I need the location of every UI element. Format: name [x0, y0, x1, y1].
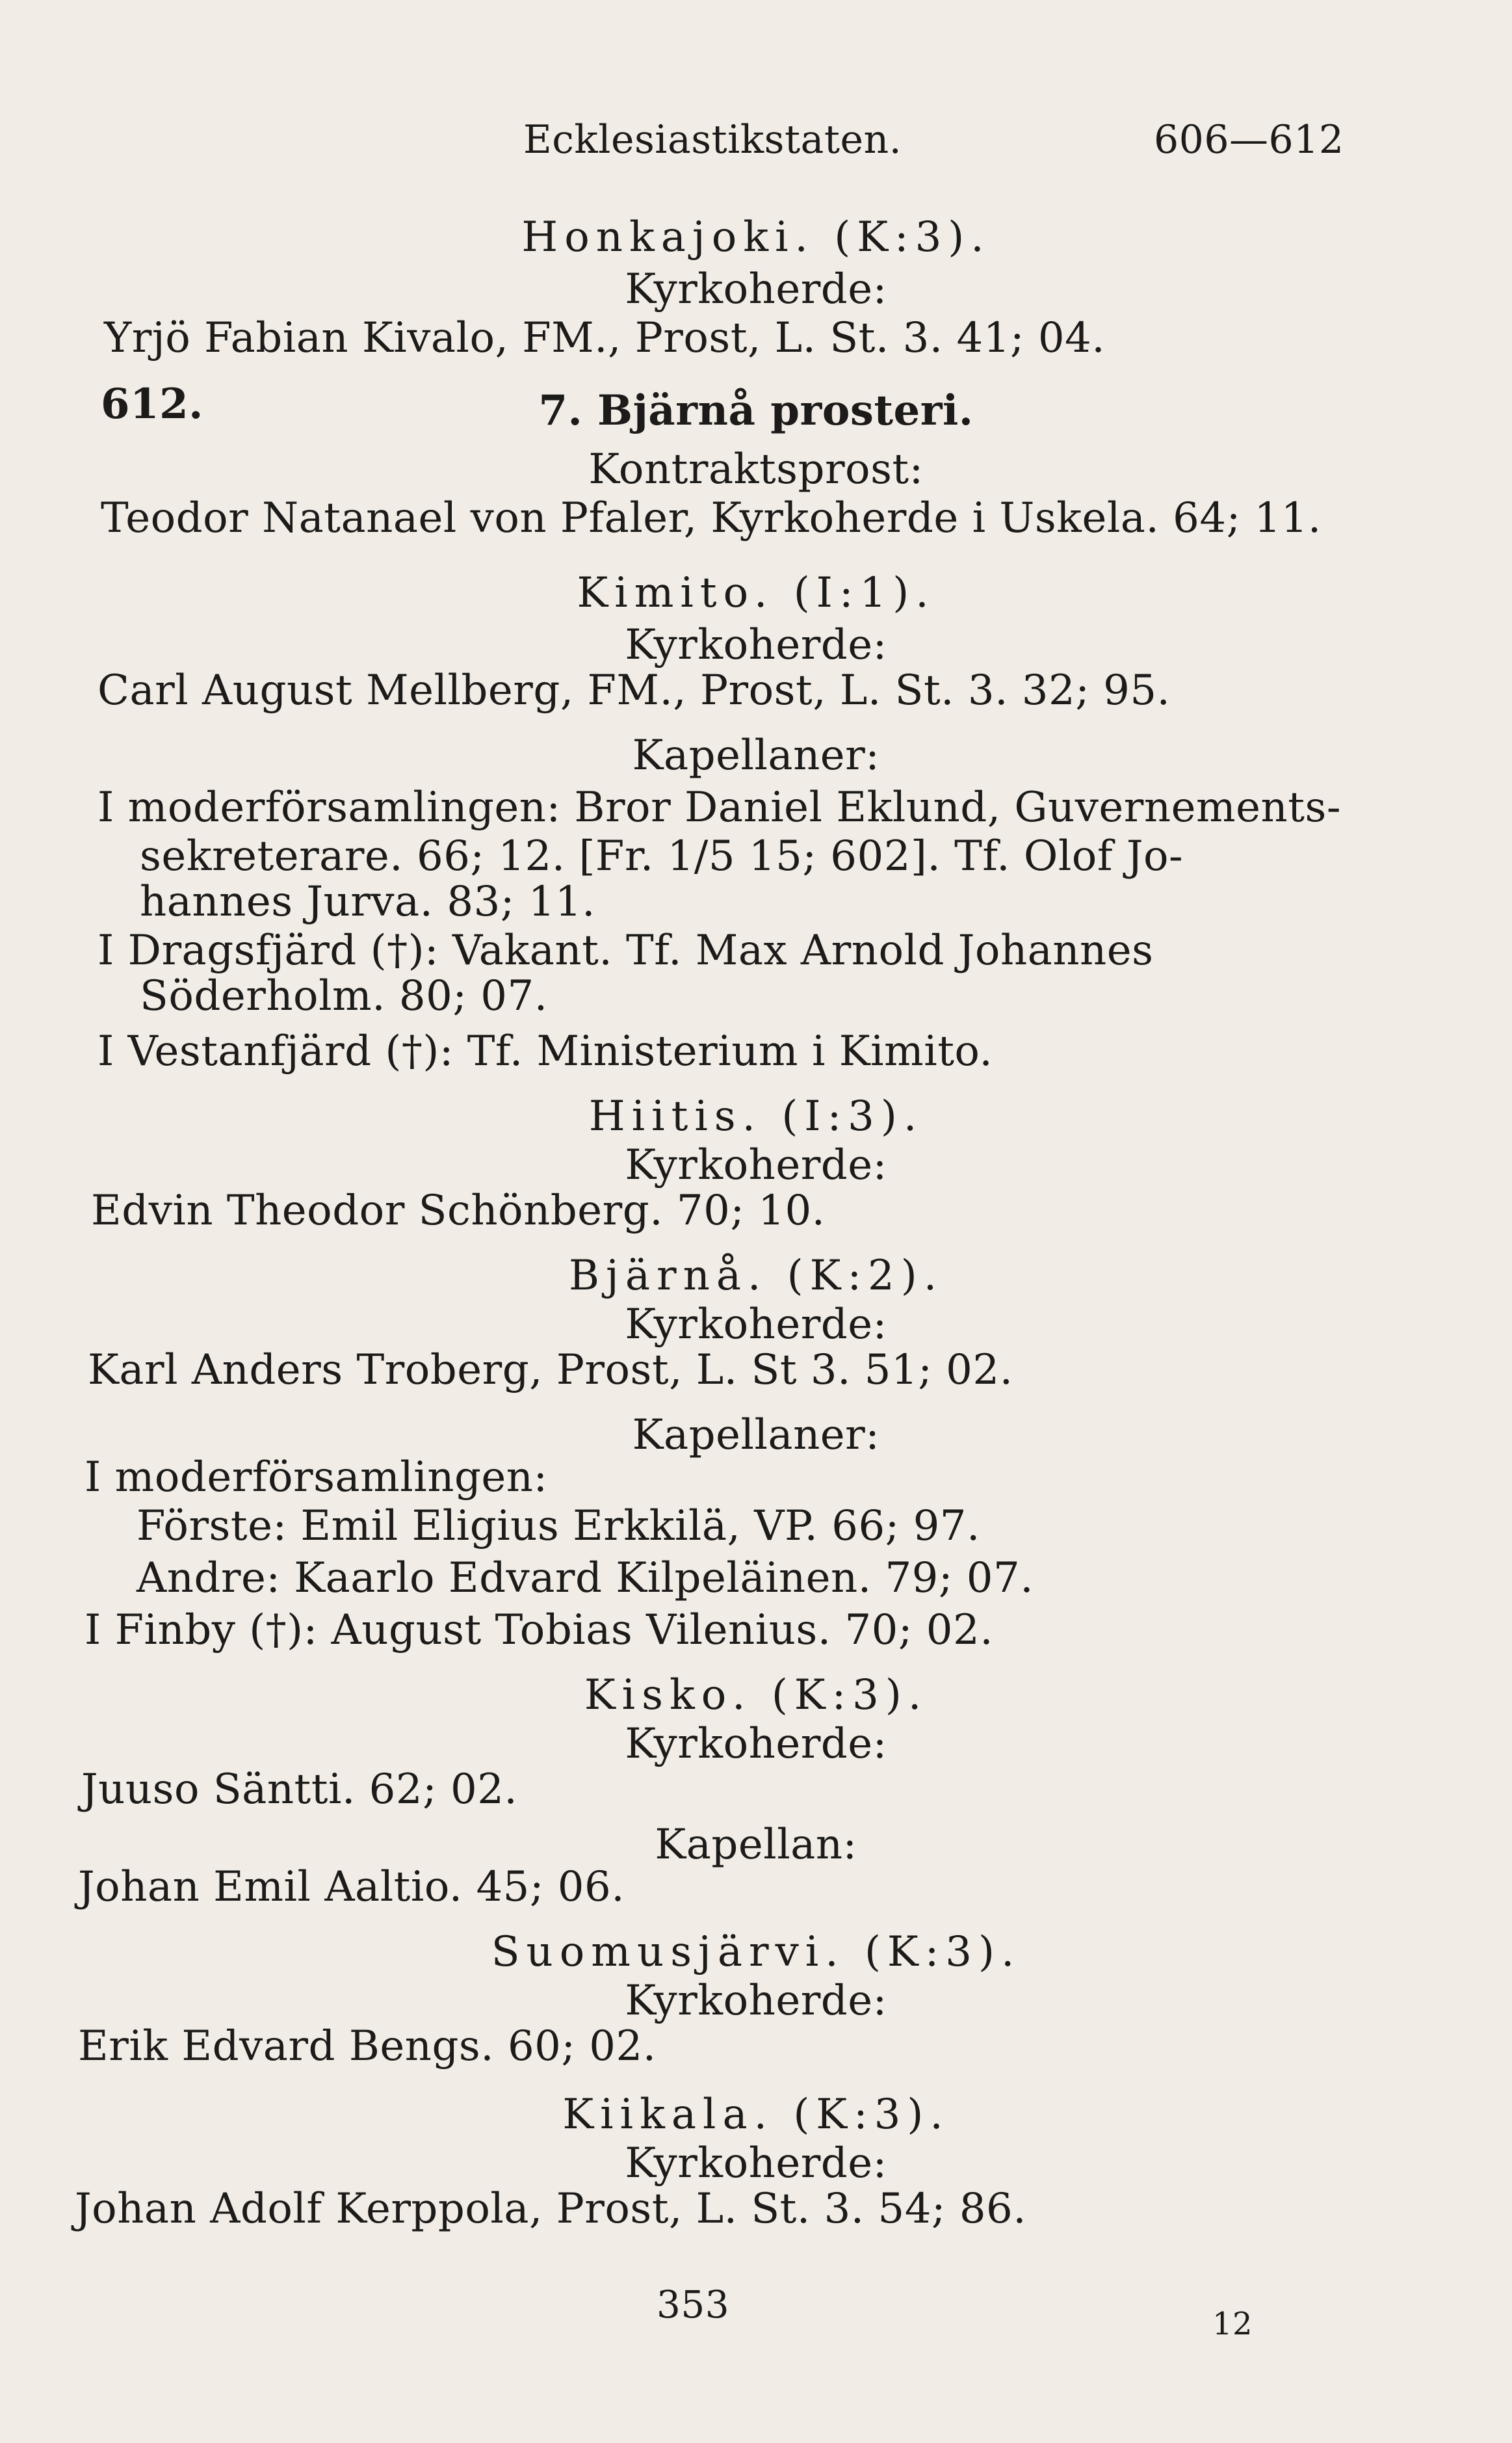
entry-line: hannes Jurva. 83; 11.: [140, 878, 595, 926]
page-number: 353: [657, 2282, 730, 2327]
parish-title-kiikala: Kiikala. (K:3).: [562, 2091, 950, 2139]
parish-title-honkajoki: Honkajoki. (K:3).: [521, 213, 991, 261]
person-entry: Johan Adolf Kerppola, Prost, L. St. 3. 54; 86.: [75, 2185, 1027, 2233]
role-heading: Kapellan:: [655, 1821, 857, 1869]
entry-line: Förste: Emil Eligius Erkkilä, VP. 66; 97.: [137, 1502, 980, 1550]
entry-line: Andre: Kaarlo Edvard Kilpeläinen. 79; 07.: [137, 1554, 1034, 1602]
role-heading: Kyrkoherde:: [625, 265, 887, 313]
role-heading: Kyrkoherde:: [625, 1141, 887, 1189]
deanery-title: 7. Bjärnå prosteri.: [538, 386, 974, 435]
entry-line: sekreterare. 66; 12. [Fr. 1/5 15; 602]. Tf. Olof Jo-: [140, 832, 1184, 880]
role-heading: Kyrkoherde:: [625, 2139, 887, 2187]
parish-title-hiitis: Hiitis. (I:3).: [588, 1092, 924, 1141]
running-title: Ecklesiastikstaten.: [523, 117, 902, 163]
person-entry: Teodor Natanael von Pfaler, Kyrkoherde i Uskela. 64; 11.: [101, 494, 1322, 542]
person-entry: Edvin Theodor Schönberg. 70; 10.: [91, 1187, 826, 1235]
person-entry: Johan Emil Aaltio. 45; 06.: [78, 1863, 625, 1911]
role-heading: Kapellaner:: [632, 1411, 880, 1459]
role-heading: Kyrkoherde:: [625, 1720, 887, 1768]
role-heading: Kyrkoherde:: [625, 621, 887, 669]
role-heading: Kyrkoherde:: [625, 1977, 887, 2025]
entry-line: I moderförsamlingen: Bror Daniel Eklund, Guvernements-: [98, 784, 1341, 832]
role-heading: Kontraktsprost:: [588, 445, 924, 494]
entry-line: I Finby (†): August Tobias Vilenius. 70; 02.: [85, 1606, 994, 1654]
person-entry: Erik Edvard Bengs. 60; 02.: [78, 2022, 657, 2070]
page-range: 606—612: [1154, 117, 1344, 163]
person-entry: Karl Anders Troberg, Prost, L. St 3. 51; 02.: [88, 1346, 1013, 1394]
deanery-number: 612.: [101, 380, 203, 429]
person-entry: Carl August Mellberg, FM., Prost, L. St. 3. 32; 95.: [98, 667, 1171, 715]
entry-line: I Vestanfjärd (†): Tf. Ministerium i Kimito.: [98, 1027, 993, 1076]
role-heading: Kyrkoherde:: [625, 1301, 887, 1349]
entry-line: Söderholm. 80; 07.: [140, 972, 548, 1020]
parish-title-bjarna: Bjärnå. (K:2).: [568, 1252, 944, 1300]
role-heading: Kapellaner:: [632, 732, 880, 780]
parish-title-kimito: Kimito. (I:1).: [577, 569, 935, 617]
parish-title-suomusjarvi: Suomusjärvi. (K:3).: [491, 1928, 1021, 1976]
entry-line: I moderförsamlingen:: [85, 1453, 548, 1501]
person-entry: Juuso Säntti. 62; 02.: [81, 1765, 518, 1814]
person-entry: Yrjö Fabian Kivalo, FM., Prost, L. St. 3. 41; 04.: [104, 314, 1106, 362]
entry-line: I Dragsfjärd (†): Vakant. Tf. Max Arnold Johannes: [98, 927, 1154, 975]
parish-title-kisko: Kisko. (K:3).: [584, 1671, 928, 1719]
signature-mark: 12: [1212, 2306, 1253, 2342]
